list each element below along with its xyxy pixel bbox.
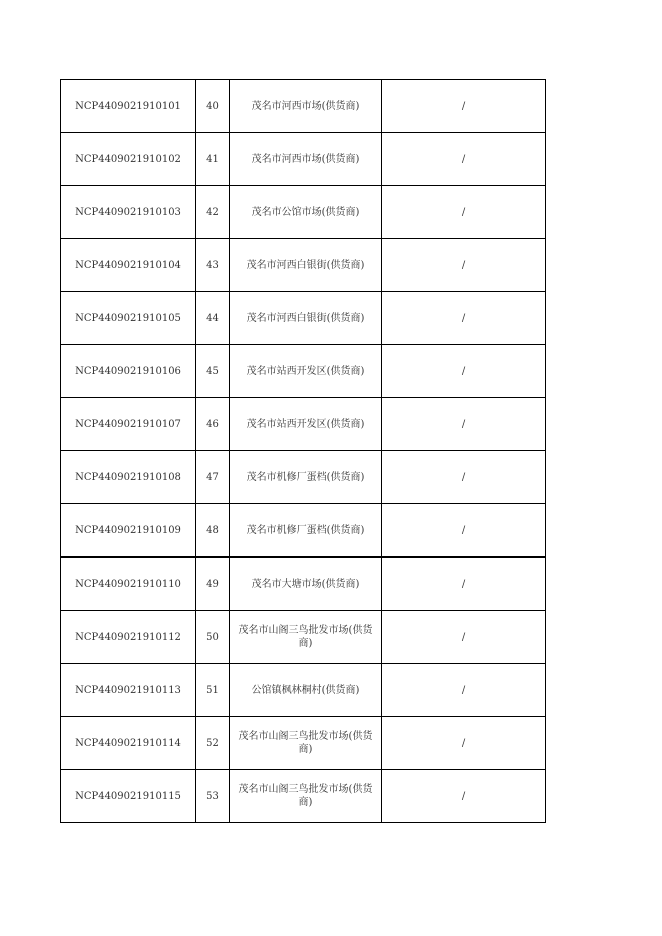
supplier-cell: 茂名市大塘市场(供货商)	[230, 557, 382, 611]
sample-code-cell: NCP4409021910114	[61, 717, 196, 770]
table-row	[61, 451, 546, 504]
supplier-cell: 茂名市河西市场(供货商)	[230, 80, 382, 133]
value-cell: /	[382, 770, 546, 823]
supplier-cell: 茂名市河西白银街(供货商)	[230, 292, 382, 345]
sample-code-cell: NCP4409021910104	[61, 239, 196, 292]
table-row	[61, 557, 546, 611]
value-cell: /	[382, 451, 546, 504]
sample-code-cell: NCP4409021910112	[61, 611, 196, 664]
table-row	[61, 770, 546, 823]
sample-code-cell: NCP4409021910110	[61, 557, 196, 611]
supplier-cell: 茂名市站西开发区(供货商)	[230, 345, 382, 398]
sequence-number-cell: 45	[196, 345, 230, 398]
supplier-cell: 茂名市山阁三鸟批发市场(供货商)	[230, 611, 382, 664]
value-cell: /	[382, 239, 546, 292]
sequence-number-cell: 50	[196, 611, 230, 664]
sequence-number-cell: 47	[196, 451, 230, 504]
sample-code-cell: NCP4409021910115	[61, 770, 196, 823]
sample-code-cell: NCP4409021910102	[61, 133, 196, 186]
sample-code-cell: NCP4409021910103	[61, 186, 196, 239]
table-row	[61, 717, 546, 770]
sequence-number-cell: 51	[196, 664, 230, 717]
sequence-number-cell: 43	[196, 239, 230, 292]
sequence-number-cell: 46	[196, 398, 230, 451]
value-cell: /	[382, 611, 546, 664]
supplier-cell: 茂名市机修厂蛋档(供货商)	[230, 504, 382, 558]
sample-code-cell: NCP4409021910108	[61, 451, 196, 504]
value-cell: /	[382, 504, 546, 558]
supplier-cell: 茂名市河西市场(供货商)	[230, 133, 382, 186]
value-cell: /	[382, 398, 546, 451]
table-row	[61, 345, 546, 398]
table-row	[61, 80, 546, 133]
value-cell: /	[382, 133, 546, 186]
value-cell: /	[382, 717, 546, 770]
table-row	[61, 664, 546, 717]
supplier-cell: 公馆镇枫林桐村(供货商)	[230, 664, 382, 717]
sample-code-cell: NCP4409021910107	[61, 398, 196, 451]
sequence-number-cell: 49	[196, 557, 230, 611]
sample-code-cell: NCP4409021910113	[61, 664, 196, 717]
supplier-cell: 茂名市山阁三鸟批发市场(供货商)	[230, 770, 382, 823]
sample-code-cell: NCP4409021910105	[61, 292, 196, 345]
value-cell: /	[382, 345, 546, 398]
sequence-number-cell: 44	[196, 292, 230, 345]
sample-code-cell: NCP4409021910106	[61, 345, 196, 398]
table-row	[61, 398, 546, 451]
value-cell: /	[382, 664, 546, 717]
sequence-number-cell: 40	[196, 80, 230, 133]
value-cell: /	[382, 292, 546, 345]
sequence-number-cell: 53	[196, 770, 230, 823]
sequence-number-cell: 41	[196, 133, 230, 186]
value-cell: /	[382, 186, 546, 239]
sample-code-cell: NCP4409021910109	[61, 504, 196, 558]
table-row	[61, 239, 546, 292]
supplier-cell: 茂名市机修厂蛋档(供货商)	[230, 451, 382, 504]
value-cell: /	[382, 557, 546, 611]
sample-code-cell: NCP4409021910101	[61, 80, 196, 133]
supplier-cell: 茂名市公馆市场(供货商)	[230, 186, 382, 239]
table-row	[61, 504, 546, 558]
table-row	[61, 186, 546, 239]
table-row	[61, 292, 546, 345]
sequence-number-cell: 42	[196, 186, 230, 239]
value-cell: /	[382, 80, 546, 133]
supplier-cell: 茂名市站西开发区(供货商)	[230, 398, 382, 451]
table-row	[61, 611, 546, 664]
table-row	[61, 133, 546, 186]
supplier-cell: 茂名市山阁三鸟批发市场(供货商)	[230, 717, 382, 770]
sample-table	[60, 79, 546, 823]
sequence-number-cell: 48	[196, 504, 230, 558]
sequence-number-cell: 52	[196, 717, 230, 770]
supplier-cell: 茂名市河西白银街(供货商)	[230, 239, 382, 292]
